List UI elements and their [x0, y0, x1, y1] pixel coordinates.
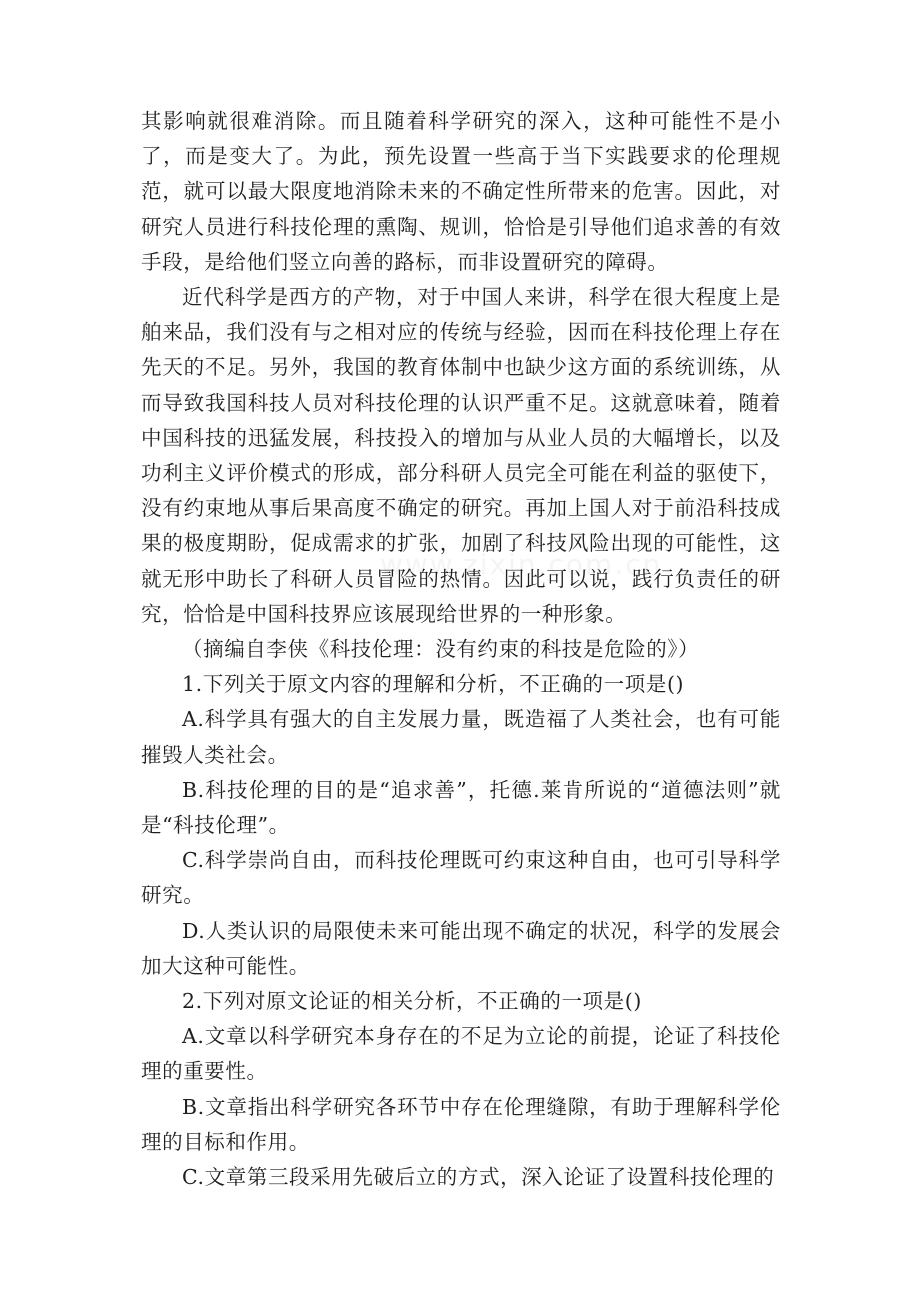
question-2: 2.下列对原文论证的相关分析，不正确的一项是() — [182, 989, 642, 1014]
source-citation: （摘编自李侠《科技伦理：没有约束的科技是危险的》） — [182, 637, 700, 662]
question-1-option-d: D.人类认识的局限使未来可能出现不确定的状况，科学的发展会加大这种可能性。 — [141, 918, 781, 978]
question-1-option-a: A.科学具有强大的自主发展力量，既造福了人类社会，也有可能摧毁人类社会。 — [141, 707, 781, 767]
question-2-option-a: A.文章以科学研究本身存在的不足为立论的前提，论证了科技伦理的重要性。 — [141, 1024, 781, 1084]
paragraph-continued: 其影响就很难消除。而且随着科学研究的深入，这种可能性不是小了，而是变大了。为此，预先设置一些高于当下实践要求的伦理规范，就可以最大限度地消除未来的不确定性所带来的危害。因此，对研究人员进行科技伦理的熏陶、规训，恰恰是引导他们追求善的有效手段，是给他们竖立向善的路标，而非设置研究的障碍。 — [141, 109, 781, 274]
question-1: 1.下列关于原文内容的理解和分析，不正确的一项是() — [182, 672, 685, 697]
question-1-option-b: B.科技伦理的目的是“追求善”，托德.莱肯所说的“道德法则”就是“科技伦理”。 — [141, 777, 781, 838]
document-body — [141, 104, 781, 1195]
question-2-option-c: C.文章第三段采用先破后立的方式，深入论证了设置科技伦理的 — [182, 1165, 775, 1190]
paragraph-modern-science: 近代科学是西方的产物，对于中国人来讲，科学在很大程度上是舶来品，我们没有与之相对应的传统与经验，因而在科技伦理上存在先天的不足。另外，我国的教育体制中也缺少这方面的系统训练，从而导致我国科技人员对科技伦理的认识严重不足。这就意味着，随着中国科技的迅猛发展，科技投入的增加与从业人员的大幅增长，以及功利主义评价模式的形成，部分科研人员完全可能在利益的驱使下，没有约束地从事后果高度不确定的研究。再加上国人对于前沿科技成果的极度期盼，促成需求的扩张，加剧了科技风险出现的可能性，这就无形中助长了科研人员冒险的热情。因此可以说，践行负责任的研究，恰恰是中国科技界应该展现给世界的一种形象。 — [141, 285, 781, 626]
question-1-option-c: C.科学崇尚自由，而科技伦理既可约束这种自由，也可引导科学研究。 — [141, 848, 781, 908]
question-2-option-b: B.文章指出科学研究各环节中存在伦理缝隙，有助于理解科学伦理的目标和作用。 — [141, 1094, 781, 1154]
